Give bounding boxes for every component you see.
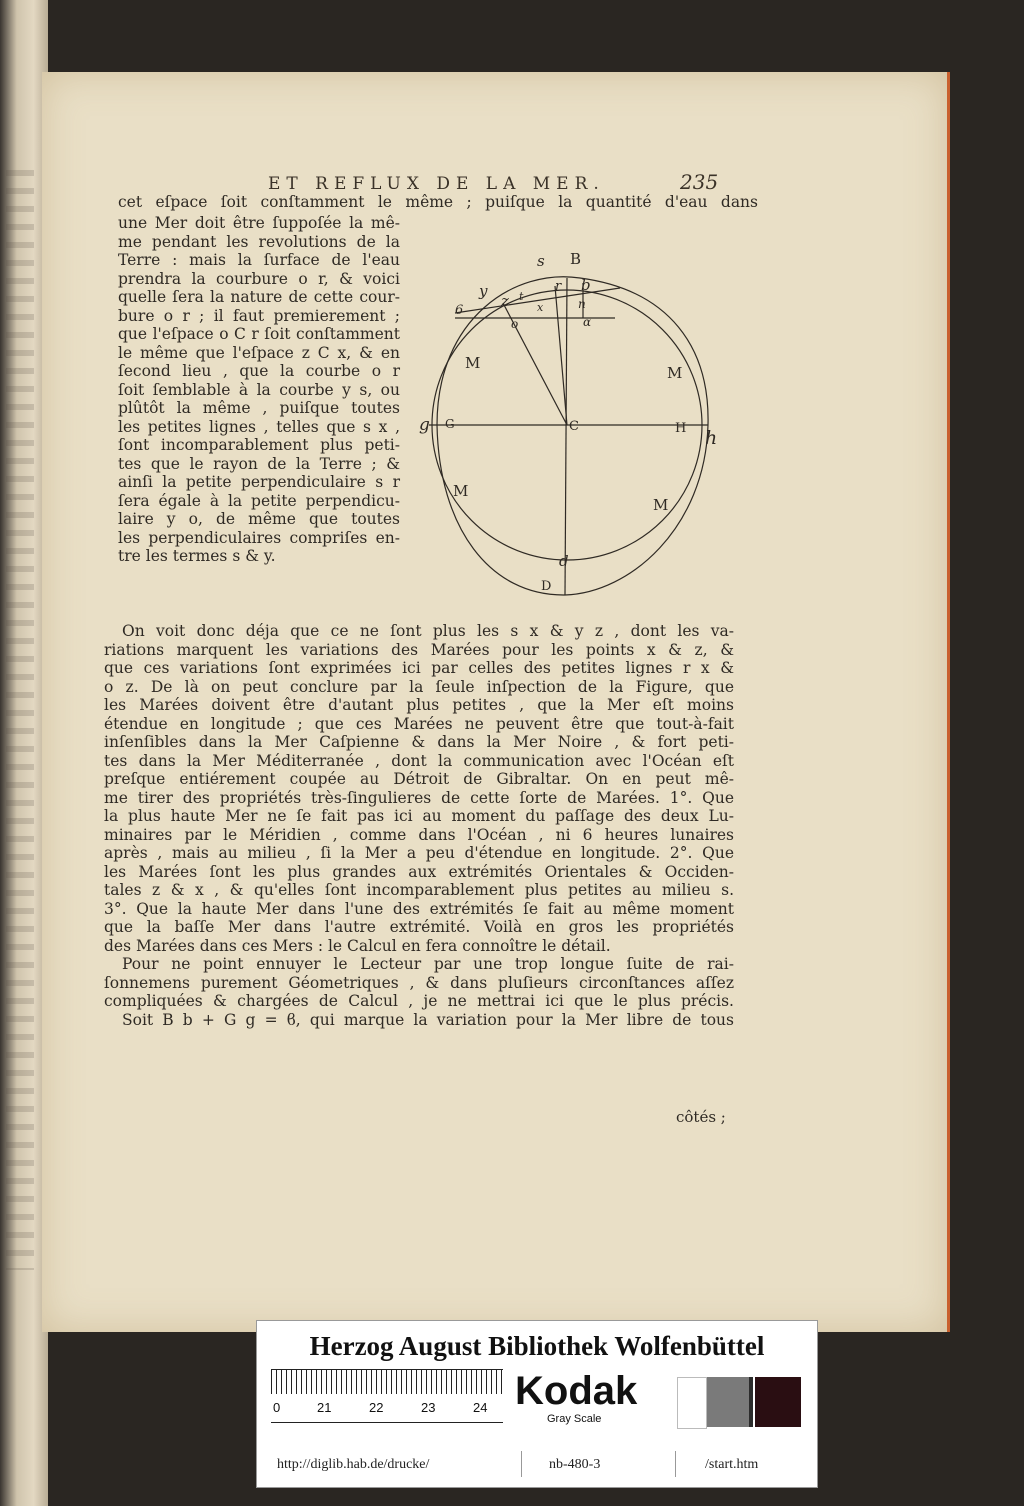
text-line: des Marées dans ces Mers : le Calcul en fera connoître le détail. bbox=[104, 936, 611, 955]
label-D: D bbox=[541, 579, 552, 594]
color-calibration-card bbox=[256, 1320, 818, 1488]
text-line: les perpendiculaires compriſes en- bbox=[118, 528, 400, 547]
text-line: que l'eſpace o C r ſoit conſtamment bbox=[118, 325, 400, 343]
label-d: d bbox=[559, 552, 569, 570]
label-G: G bbox=[445, 417, 455, 431]
label-alpha: α bbox=[583, 315, 592, 329]
page-number: 235 bbox=[680, 170, 719, 194]
ruler-number: 0 bbox=[273, 1400, 281, 1415]
text-line: Pour ne point ennuyer le Lecteur par une trop longue ſuite de rai- bbox=[122, 955, 734, 973]
text-line: compliquées & chargées de Calcul , je ne mettrai ici que le plus précis. bbox=[104, 992, 734, 1010]
gray-scale-label: Gray Scale bbox=[547, 1413, 602, 1425]
text-line: Soit B b + G g = ϐ, qui marque la variation pour la Mer libre de tous bbox=[122, 1010, 734, 1029]
text-line: me pendant les revolutions de la bbox=[118, 232, 400, 251]
catalog-url: http://diglib.hab.de/drucke/ bbox=[277, 1457, 430, 1472]
ruler-number: 22 bbox=[369, 1400, 384, 1415]
text-line: les petites lignes , telles que s x , bbox=[118, 417, 400, 436]
dark-gray-patch bbox=[749, 1377, 753, 1427]
kodak-logo: Kodak bbox=[515, 1369, 638, 1413]
text-line: quelle ſera la nature de cette cour- bbox=[118, 288, 400, 306]
tide-diagram bbox=[415, 238, 735, 610]
first-line bbox=[118, 193, 758, 212]
ruler-number: 21 bbox=[317, 1400, 332, 1415]
text-line: riations marquent les variations des Marées pour les points x & z, & bbox=[104, 640, 734, 659]
text-line: ainſi la petite perpendiculaire s r bbox=[118, 473, 400, 491]
text-line: ſecond lieu , que la courbe o r bbox=[118, 362, 400, 380]
text-line: ſoit ſemblable à la courbe y s, ou bbox=[118, 380, 400, 399]
black-patch bbox=[755, 1377, 801, 1427]
start-link: /start.htm bbox=[705, 1457, 759, 1472]
text-line: cet eſpace ſoit conſtamment le même ; puiſque la quantité d'eau dans bbox=[118, 193, 758, 211]
text-line: prendra la courbure o r, & voici bbox=[118, 269, 400, 288]
text-line: ſont incomparablement plus peti- bbox=[118, 436, 400, 454]
text-line: que ces variations ſont exprimées ici par celles des petites lignes r x & bbox=[104, 659, 734, 677]
text-line: ſera égale à la petite perpendicu- bbox=[118, 491, 400, 510]
divider bbox=[521, 1451, 522, 1477]
ruler bbox=[271, 1369, 503, 1423]
label-t: t bbox=[519, 290, 524, 303]
main-text bbox=[104, 622, 734, 1029]
label-C: C bbox=[569, 419, 579, 434]
text-line: que la baſſe Mer dans l'autre extrémité. Voilà en gros les propriétés bbox=[104, 918, 734, 936]
text-line: laire y o, de même que toutes bbox=[118, 510, 400, 528]
text-line: 3°. Que la haute Mer dans l'une des extrémités ſe fait au même moment bbox=[104, 899, 734, 918]
label-B: B bbox=[570, 250, 582, 268]
label-h: h bbox=[705, 427, 718, 449]
book-edge bbox=[0, 0, 48, 1506]
left-column bbox=[118, 214, 400, 566]
divider bbox=[675, 1451, 676, 1477]
text-line: o z. De là on peut conclure par la ſeule inſpection de la Figure, que bbox=[104, 677, 734, 696]
ruler-number: 23 bbox=[421, 1400, 436, 1415]
label-n: n bbox=[578, 297, 586, 311]
label-six: 6 bbox=[455, 303, 464, 318]
text-line: tre les termes s & y. bbox=[118, 547, 276, 565]
vertical-axis bbox=[565, 278, 567, 595]
text-line: la plus haute Mer ne ſe fait pas ici au moment du paſſage des deux Lu- bbox=[104, 807, 734, 825]
ruler-ticks bbox=[271, 1370, 503, 1394]
text-line: On voit donc déja que ce ne ſont plus les s x & y z , dont les va- bbox=[122, 622, 734, 640]
shelfmark: nb-480-3 bbox=[549, 1457, 601, 1472]
library-name: Herzog August Bibliothek Wolfenbüttel bbox=[309, 1331, 765, 1361]
label-o: o bbox=[511, 317, 519, 331]
label-y: y bbox=[479, 282, 488, 300]
label-M-lower-right: M bbox=[653, 496, 669, 514]
text-line: tes dans la Mer Méditerranée , dont la communication avec l'Océan eſt bbox=[104, 751, 734, 770]
text-line: inſenſibles dans la Mer Caſpienne & dans la Mer Noire , & fort peti- bbox=[104, 733, 734, 751]
text-line: une Mer doit être ſuppoſée la mê- bbox=[118, 214, 400, 232]
edge-texture bbox=[6, 170, 34, 1270]
text-line: Terre : mais la ſurface de l'eau bbox=[118, 251, 400, 269]
text-line: me tirer des propriétés très-ſingulieres de cette ſorte de Marées. 1°. Que bbox=[104, 788, 734, 807]
text-line: preſque entiérement coupée au Détroit de Gibraltar. On en peut mê- bbox=[104, 770, 734, 788]
text-line: les Marées doivent être d'autant plus petites , que la Mer eſt moins bbox=[104, 696, 734, 714]
radius-line-2 bbox=[555, 286, 567, 425]
label-z: z bbox=[501, 292, 509, 310]
text-line: le même que l'eſpace z C x, & en bbox=[118, 343, 400, 362]
text-line: étendue en longitude ; que ces Marées ne peuvent être que tout-à-fait bbox=[104, 714, 734, 733]
label-b: b bbox=[581, 276, 591, 294]
catchword: côtés ; bbox=[676, 1108, 726, 1126]
text-line: ſonnemens purement Géometriques , & dans pluſieurs circonſtances aſſez bbox=[104, 973, 734, 992]
text-line: après , mais au milieu , ſi la Mer a peu d'étendue en longitude. 2°. Que bbox=[104, 844, 734, 862]
text-line: tes que le rayon de la Terre ; & bbox=[118, 454, 400, 473]
label-H: H bbox=[675, 421, 687, 436]
text-line: les Marées ſont les plus grandes aux extrémités Orientales & Occiden- bbox=[104, 862, 734, 881]
label-g: g bbox=[419, 415, 430, 435]
label-r: r bbox=[555, 279, 562, 294]
white-patch bbox=[677, 1377, 707, 1429]
label-M-upper-left: M bbox=[465, 354, 481, 372]
running-head: ET REFLUX DE LA MER. bbox=[268, 174, 605, 194]
label-M-lower-left: M bbox=[453, 482, 469, 500]
gray-patch bbox=[707, 1377, 749, 1427]
ruler-number: 24 bbox=[473, 1400, 488, 1415]
text-line: plûtôt la même , puiſque toutes bbox=[118, 399, 400, 417]
label-M-upper-right: M bbox=[667, 364, 683, 382]
text-line: minaires par le Méridien , comme dans l'Océan , ni 6 heures lunaires bbox=[104, 825, 734, 844]
tide-figure bbox=[415, 238, 735, 610]
text-line: bure o r ; il faut premierement ; bbox=[118, 306, 400, 325]
text-line: tales z & x , & qu'elles ſont incomparablement plus petites au milieu s. bbox=[104, 881, 734, 899]
label-s: s bbox=[537, 252, 545, 270]
label-x: x bbox=[537, 301, 544, 314]
